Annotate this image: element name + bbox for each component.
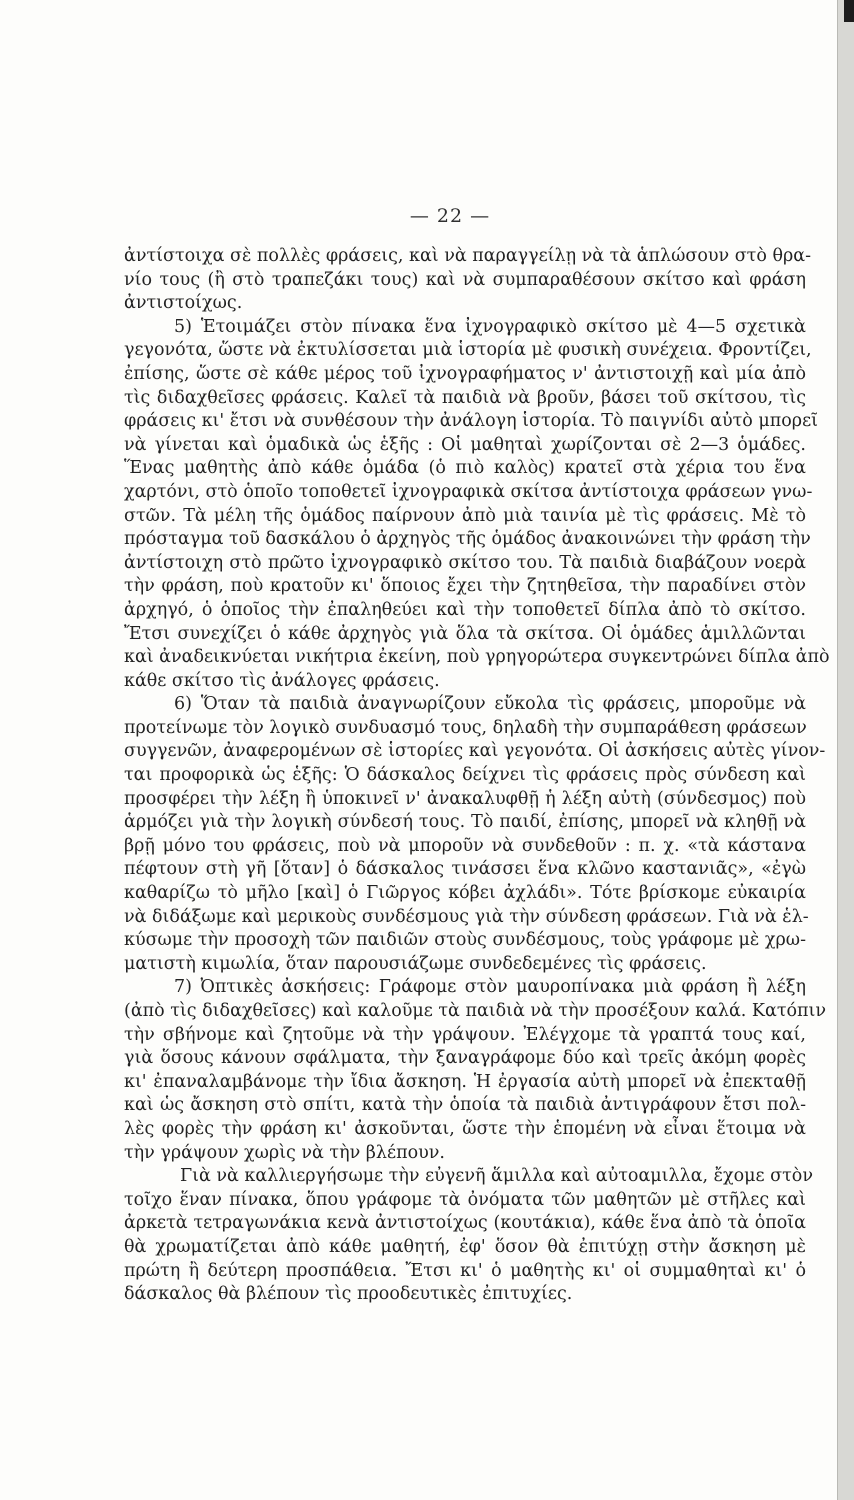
text-line: λὲς φορὲς τὴν φράση κι' ἀσκοῦνται, ὥστε τὴν ἑπομένη νὰ εἶναι ἕτοιμα νὰ [124,1118,806,1139]
text-line: γεγονότα, ὥστε νὰ ἐκτυλίσσεται μιὰ ἱστορία μὲ φυσικὴ συνέχεια. Φροντίζει, [124,340,812,361]
text-line: τοῖχο ἕναν πίνακα, ὅπου γράφομε τὰ ὀνόματα τῶν μαθητῶν μὲ στῆλες καὶ [124,1189,806,1210]
text-line: πρόσταγμα τοῦ δασκάλου ὁ ἀρχηγὸς τῆς ὁμάδος ἀνακοινώνει τὴν φράση τὴν [124,529,811,550]
text-line: Ἕνας μαθητὴς ἀπὸ κάθε ὁμάδα (ὁ πιὸ καλὸς) κρατεῖ στὰ χέρια του ἕνα [124,458,806,479]
text-line: κάθε σκίτσο τὶς ἀνάλογες φράσεις. [124,670,440,691]
text-line: κι' ἐπαναλαμβάνομε τὴν ἴδια ἄσκηση. Ἡ ἐργασία αὐτὴ μπορεῖ νὰ ἐπεκταθῇ [124,1071,806,1092]
text-line: καὶ ὡς ἄσκηση στὸ σπίτι, κατὰ τὴν ὁποία τὰ παιδιὰ ἀντιγράφουν ἔτσι πολ- [124,1095,806,1116]
text-line: φράσεις κι' ἔτσι νὰ συνθέσουν τὴν ἀνάλογη ἱστορία. Τὸ παιγνίδι αὐτὸ μπορεῖ [124,411,819,432]
text-line: γιὰ ὅσους κάνουν σφάλματα, τὴν ξαναγράφομε δύο καὶ τρεῖς ἀκόμη φορὲς [124,1048,806,1069]
text-line: καὶ ἀναδεικνύεται νικήτρια ἐκείνη, ποὺ γρηγορώτερα συγκεντρώνει δίπλα ἀπὸ [124,647,830,668]
text-line: ἀρχηγό, ὁ ὁποῖος τὴν ἐπαληθεύει καὶ τὴν τοποθετεῖ δίπλα ἀπὸ τὸ σκίτσο. [124,599,806,620]
text-line: Γιὰ νὰ καλλιεργήσωμε τὴν εὐγενῆ ἅμιλλα καὶ αὐτοαμιλλα, ἔχομε στὸν [180,1166,813,1187]
text-line: κύσωμε τὴν προσοχὴ τῶν παιδιῶν στοὺς συνδέσμους, τοὺς γράφομε μὲ χρω- [124,930,806,951]
text-line: (ἀπὸ τὶς διδαχθεῖσες) καὶ καλοῦμε τὰ παιδιὰ νὰ τὴν προσέξουν καλά. Κατόπιν [124,1001,827,1021]
text-line: ἀντιστοίχως. [124,293,243,314]
text-line: προσφέρει τὴν λέξη ἢ ὑποκινεῖ ν' ἀνακαλυφθῇ ἡ λέξη αὐτὴ (σύνδεσμος) ποὺ [124,788,806,809]
text-line: 5) Ἑτοιμάζει στὸν πίνακα ἕνα ἰχνογραφικὸ σκίτσο μὲ 4—5 σχετικὰ [174,316,806,337]
text-line: θὰ χρωματίζεται ἀπὸ κάθε μαθητή, ἐφ' ὅσον θὰ ἐπιτύχῃ στὴν ἄσκηση μὲ [124,1236,806,1257]
scan-corner-mark [844,0,854,22]
page-number: — 22 — [409,205,491,227]
text-line: ἀντίστοιχα σὲ πολλὲς φράσεις, καὶ νὰ παραγγείλῃ νὰ τὰ ἁπλώσουν στὸ θρα- [124,246,812,266]
text-line: συγγενῶν, ἀναφερομένων σὲ ἱστορίες καὶ γεγονότα. Οἱ ἀσκήσεις αὐτὲς γίνον- [124,741,826,762]
text-line: νὰ γίνεται καὶ ὁμαδικὰ ὡς ἑξῆς : Οἱ μαθηταὶ χωρίζονται σὲ 2—3 ὁμάδες. [124,434,806,455]
text-line: χαρτόνι, στὸ ὁποῖο τοποθετεῖ ἰχνογραφικὰ σκίτσα ἀντίστοιχα φράσεων γνω- [124,481,813,502]
text-line: προτείνωμε τὸν λογικὸ συνδυασμό τους, δηλαδὴ τὴν συμπαράθεση φράσεων [124,717,807,738]
text-line: νὰ διδάξωμε καὶ μερικοὺς συνδέσμους γιὰ τὴν σύνδεση φράσεων. Γιὰ νὰ ἑλ- [124,906,809,927]
text-line: τὴν σβήνομε καὶ ζητοῦμε νὰ τὴν γράψουν. Ἐλέγχομε τὰ γραπτά τους καί, [124,1024,806,1045]
text-line: νίο τους (ἢ στὸ τραπεζάκι τους) καὶ νὰ συμπαραθέσουν σκίτσο καὶ φράση [124,269,806,290]
text-line: ται προφορικὰ ὡς ἑξῆς: Ὁ δάσκαλος δείχνει τὶς φράσεις πρὸς σύνδεση καὶ [124,765,806,786]
text-line: καθαρίζω τὸ μῆλο [καὶ] ὁ Γιῶργος κόβει ἀχλάδι». Τότε βρίσκομε εὐκαιρία [124,883,806,904]
text-line: 6) Ὅταν τὰ παιδιὰ ἀναγνωρίζουν εὔκολα τὶς φράσεις, μποροῦμε νὰ [174,694,806,715]
text-line: ματιστὴ κιμωλία, ὅταν παρουσιάζωμε συνδεδεμένες τὶς φράσεις. [124,953,707,974]
text-line: δάσκαλος θὰ βλέπουν τὶς προοδευτικὲς ἐπιτυχίες. [124,1284,573,1305]
text-line: Ἔτσι συνεχίζει ὁ κάθε ἀρχηγὸς γιὰ ὅλα τὰ σκίτσα. Οἱ ὁμάδες ἁμιλλῶνται [124,623,806,644]
text-line: ἁρμόζει γιὰ τὴν λογικὴ σύνδεσή τους. Τὸ παιδί, ἐπίσης, μπορεῖ νὰ κληθῇ νὰ [124,812,806,833]
text-line: πρώτη ἢ δεύτερη προσπάθεια. Ἔτσι κι' ὁ μαθητὴς κι' οἱ συμμαθηταὶ κι' ὁ [124,1260,806,1281]
text-line: τὴν γράψουν χωρὶς νὰ τὴν βλέπουν. [124,1142,445,1163]
body-text [124,245,830,1307]
text-line: ἐπίσης, ὥστε σὲ κάθε μέρος τοῦ ἰχνογραφήματος ν' ἀντιστοιχῇ καὶ μία ἀπὸ [124,363,806,384]
text-line: στῶν. Τὰ μέλη τῆς ὁμάδος παίρνουν ἀπὸ μιὰ ταινία μὲ τὶς φράσεις. Μὲ τὸ [124,505,806,526]
text-line: ἀρκετὰ τετραγωνάκια κενὰ ἀντιστοίχως (κουτάκια), κάθε ἕνα ἀπὸ τὰ ὁποῖα [124,1213,806,1234]
page-edge [837,0,854,1500]
text-line: ἀντίστοιχη στὸ πρῶτο ἰχνογραφικὸ σκίτσο του. Τὰ παιδιὰ διαβάζουν νοερὰ [124,552,806,573]
text-line: βρῇ μόνο του φράσεις, ποὺ νὰ μποροῦν νὰ συνδεθοῦν : π. χ. «τὰ κάστανα [124,835,806,856]
text-line: πέφτουν στὴ γῆ [ὅταν] ὁ δάσκαλος τινάσσει ἕνα κλῶνο καστανιᾶς», «ἐγὼ [124,859,806,880]
text-line: τὴν φράση, ποὺ κρατοῦν κι' ὅποιος ἔχει τὴν ζητηθεῖσα, τὴν παραδίνει στὸν [124,576,806,597]
text-line: 7) Ὀπτικὲς ἀσκήσεις: Γράφομε στὸν μαυροπίνακα μιὰ φράση ἢ λέξη [174,977,806,998]
text-line: τὶς διδαχθεῖσες φράσεις. Καλεῖ τὰ παιδιὰ νὰ βροῦν, βάσει τοῦ σκίτσου, τὶς [124,387,806,408]
